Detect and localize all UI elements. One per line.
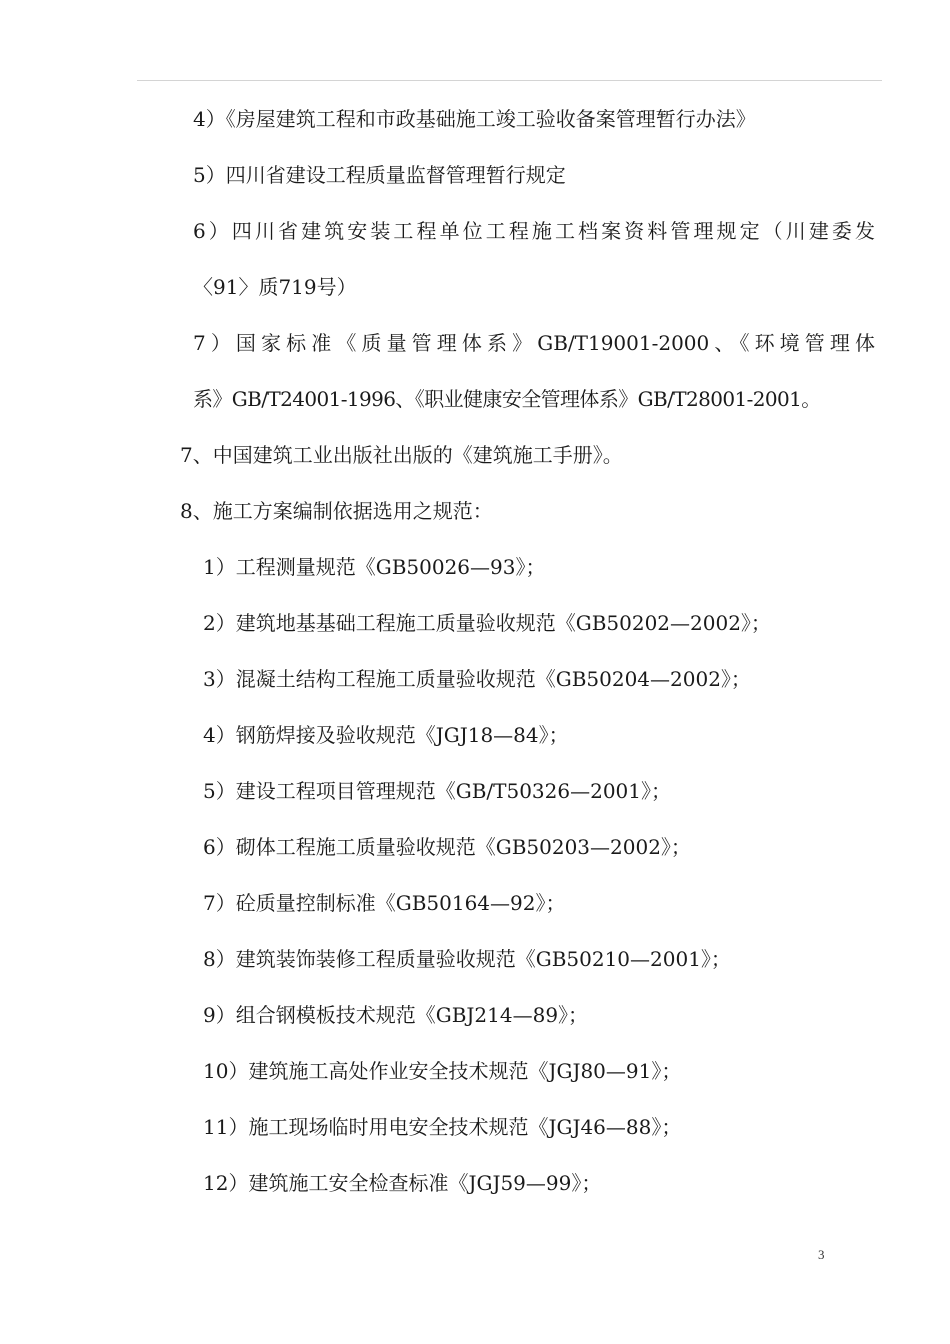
page-number: 3 (818, 1247, 825, 1262)
spec-item-9: 9）组合钢模板技术规范《GBJ214—89》； (203, 1003, 589, 1027)
text-line-6: 系》GB/T24001-1996、《职业健康安全管理体系》GB/T28001-2001。 (193, 387, 821, 411)
spec-item-2: 2）建筑地基基础工程施工质量验收规范《GB50202—2002》； (203, 611, 771, 635)
spec-item-7: 7）砼质量控制标准《GB50164—92》； (203, 891, 566, 915)
spec-item-8: 8）建筑装饰装修工程质量验收规范《GB50210—2001》； (203, 947, 731, 971)
header-rule (137, 80, 882, 81)
spec-item-5: 5）建设工程项目管理规范《GB/T50326—2001》； (203, 779, 671, 803)
text-line-3: 6）四川省建筑安装工程单位工程施工档案资料管理规定（川建委发 (193, 219, 875, 243)
text-line-2: 5）四川省建设工程质量监督管理暂行规定 (193, 163, 566, 187)
spec-item-10: 10）建筑施工高处作业安全技术规范《JGJ80—91》； (203, 1059, 682, 1083)
text-line-4: 〈91〉质719号） (193, 275, 357, 299)
spec-item-11: 11）施工现场临时用电安全技术规范《JGJ46—88》； (203, 1115, 682, 1139)
text-line-5: 7）国家标准《质量管理体系》GB/T19001-2000、《环境管理体 (193, 331, 875, 355)
spec-item-1: 1）工程测量规范《GB50026—93》； (203, 555, 546, 579)
spec-item-3: 3）混凝土结构工程施工质量验收规范《GB50204—2002》； (203, 667, 751, 691)
spec-item-4: 4）钢筋焊接及验收规范《JGJ18—84》； (203, 723, 569, 747)
text-line-8: 8、施工方案编制依据选用之规范： (180, 499, 493, 523)
spec-item-12: 12）建筑施工安全检查标准《JGJ59—99》； (203, 1171, 602, 1195)
spec-item-6: 6）砌体工程施工质量验收规范《GB50203—2002》； (203, 835, 691, 859)
text-line-1: 4）《房屋建筑工程和市政基础施工竣工验收备案管理暂行办法》 (193, 107, 756, 131)
text-line-7: 7、中国建筑工业出版社出版的《建筑施工手册》。 (180, 443, 623, 467)
